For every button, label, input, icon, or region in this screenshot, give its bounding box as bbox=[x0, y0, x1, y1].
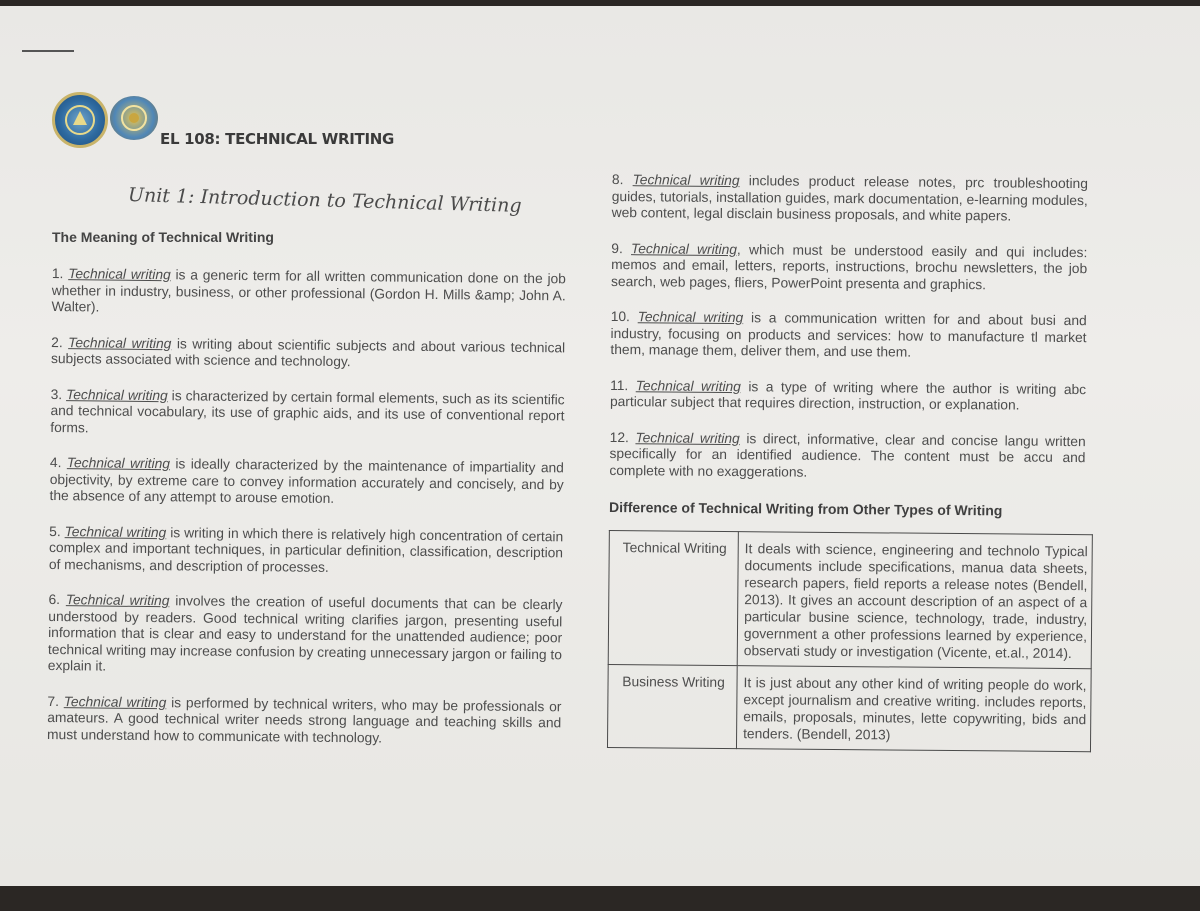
definition-item: 2. Technical writing is writing about scientific subjects and about various technical subjects associated with science and technology. bbox=[50, 334, 566, 370]
term: Technical writing bbox=[68, 334, 172, 351]
row-description: It deals with science, engineering and technolo Typical documents include specifications, manua data sheets, research papers, field reports a release notes (Bendell, 2013). It gives an account description of an aspect of a particular busine science, technology, trade, industry, government a other professions learned by experience, observati study or investigation (Vicente, et.al., 2014). bbox=[737, 531, 1092, 668]
pen-mark bbox=[22, 50, 74, 52]
comparison-table bbox=[607, 529, 1093, 751]
row-label: Business Writing bbox=[607, 664, 737, 748]
term: Technical writing bbox=[66, 386, 168, 403]
school-seal-icon bbox=[52, 92, 108, 148]
college-seal-icon bbox=[110, 96, 158, 140]
document-page bbox=[0, 6, 1200, 886]
definition-item: 5. Technical writing is writing in which there is relatively high concentration of certain complex and important techniques, in particular definition, classification, description of mechanisms, and description of processes. bbox=[48, 523, 564, 575]
definition-item: 9. Technical writing, which must be understood easily and qui includes: memos and email, letters, reports, instructions, brochu newsletters, the job search, web pages, fliers, PowerPoint presenta and graphics. bbox=[610, 240, 1088, 292]
difference-heading: Difference of Technical Writing from Other Types of Writing bbox=[609, 498, 1003, 519]
definition-item: 1. Technical writing is a generic term for all written communication done on the job whether in industry, business, or other professional (Gordon H. Mills &amp; John A. Walter). bbox=[51, 266, 566, 315]
definition-item: 11. Technical writing is a type of writing where the author is writing abc particular subject that requires direction, instruction, or explanation. bbox=[609, 377, 1087, 413]
row-description: It is just about any other kind of writing people do work, except journalism and creative writing. includes reports, emails, proposals, minutes, lette copywriting, bids and tenders. (Bendell, 2013) bbox=[736, 665, 1091, 751]
term: Technical writing bbox=[631, 240, 738, 257]
row-label: Technical Writing bbox=[608, 530, 738, 665]
table-row bbox=[608, 530, 1092, 668]
term: Technical writing bbox=[66, 455, 171, 472]
table-row bbox=[607, 664, 1091, 751]
unit-title: Unit 1: Introduction to Technical Writing bbox=[127, 184, 522, 217]
term: Technical writing bbox=[63, 693, 167, 710]
term: Technical writing bbox=[635, 429, 740, 446]
definition-item: 6. Technical writing involves the creation of useful documents that can be clearly understood by readers. Good technical writing clarifies jargon, presenting useful information that is clear and easy to understand for the unattended audience; poor technical writing may increase confusion by creating unnecessary jargon or failing to explain it. bbox=[47, 591, 563, 674]
term: Technical writing bbox=[632, 172, 740, 189]
section-heading: The Meaning of Technical Writing bbox=[52, 229, 274, 245]
definition-item: 8. Technical writing includes product release notes, prc troubleshooting guides, tutorials, installation guides, mark documentation, e-learning modules, web content, legal disclain business proposals, and white papers. bbox=[611, 172, 1088, 224]
definition-item: 10. Technical writing is a communication written for and about busi and industry, focusing on products and services: how to manufacture tl market them, manage them, deliver them, and use them. bbox=[610, 308, 1087, 360]
term: Technical writing bbox=[635, 377, 741, 394]
term: Technical writing bbox=[65, 592, 170, 609]
definition-item: 3. Technical writing is characterized by certain formal elements, such as its scientific and technical vocabulary, its use of graphic aids, and its use of conventional report forms. bbox=[50, 386, 565, 435]
definition-item: 7. Technical writing is performed by technical writers, who may be professionals or amateurs. A good technical writer needs strong language and teaching skills and must understand how to communicate with technology. bbox=[47, 693, 562, 745]
course-title: EL 108: TECHNICAL WRITING bbox=[160, 130, 394, 148]
term: Technical writing bbox=[68, 266, 171, 283]
left-column bbox=[47, 266, 566, 767]
definition-item: 12. Technical writing is direct, informative, clear and concise langu written specifically for an identified audience. The content must be accu and complete with no exaggerations. bbox=[609, 429, 1086, 480]
right-column bbox=[607, 172, 1088, 752]
term: Technical writing bbox=[64, 523, 167, 540]
term: Technical writing bbox=[637, 309, 744, 326]
definition-item: 4. Technical writing is ideally characterized by the maintenance of impartiality and objectivity, by extreme care to convey information accurately and concisely, and by the absence of any attempt to arouse emotion. bbox=[49, 454, 564, 506]
